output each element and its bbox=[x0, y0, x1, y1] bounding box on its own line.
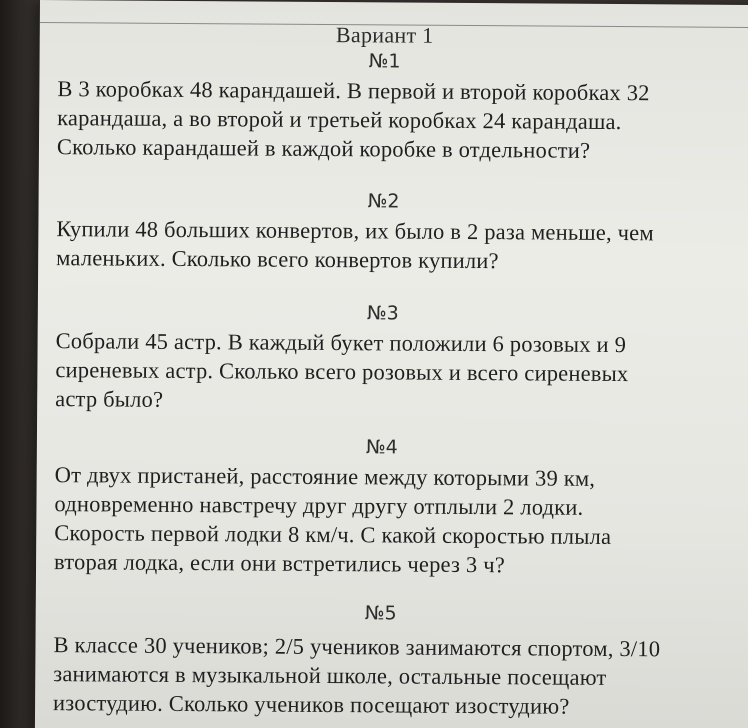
task-1-line-2: карандаша, а во второй и третьей коробках 24 карандаша. bbox=[57, 105, 622, 135]
task-2-text bbox=[56, 214, 716, 277]
variant-title: Вариант 1 bbox=[335, 22, 434, 48]
task-1-number: №1 bbox=[368, 50, 401, 73]
task-5-number: №5 bbox=[364, 602, 397, 625]
worksheet-page bbox=[35, 0, 748, 728]
task-4-line-4: вторая лодка, если они встретились через 3 ч? bbox=[53, 549, 506, 578]
task-2-line-1: Купили 48 больших конвертов, их было в 2 раза меньше, чем bbox=[56, 216, 654, 246]
task-2-number: №2 bbox=[367, 190, 400, 213]
task-5-text bbox=[53, 630, 714, 722]
task-1-line-3: Сколько карандашей в каждой коробке в отдельности? bbox=[56, 134, 591, 163]
task-4-text bbox=[54, 460, 715, 581]
task-1-line-1: В 3 коробках 48 карандашей. В первой и второй коробках 32 bbox=[57, 76, 650, 106]
task-3-number: №3 bbox=[366, 302, 399, 325]
task-5-line-2: занимаются в музыкальной школе, остальные посещают bbox=[53, 661, 607, 690]
task-4-number: №4 bbox=[365, 436, 398, 459]
task-4-line-1: От двух пристаней, расстояние между которыми 39 км, bbox=[54, 462, 596, 491]
task-3-text bbox=[55, 326, 716, 418]
task-3-line-3: астр было? bbox=[55, 386, 164, 412]
task-4-line-3: Скорость первой лодки 8 км/ч. С какой скоростью плыла bbox=[54, 520, 612, 550]
task-3-line-1: Собрали 45 астр. В каждый букет положили 6 розовых и 9 bbox=[55, 328, 627, 358]
task-5-line-1: В классе 30 учеников; 2/5 учеников занимаются спортом, 3/10 bbox=[53, 632, 661, 662]
task-4-line-2: одновременно навстречу друг другу отплыли 2 лодки. bbox=[54, 491, 584, 520]
task-3-line-2: сиреневых астр. Сколько всего розовых и всего сиреневых bbox=[55, 357, 629, 387]
task-2-line-2: маленьких. Сколько всего конвертов купили? bbox=[56, 245, 499, 274]
task-1-text bbox=[57, 74, 718, 166]
task-5-line-3: изостудию. Сколько учеников посещают изостудию? bbox=[53, 690, 570, 719]
